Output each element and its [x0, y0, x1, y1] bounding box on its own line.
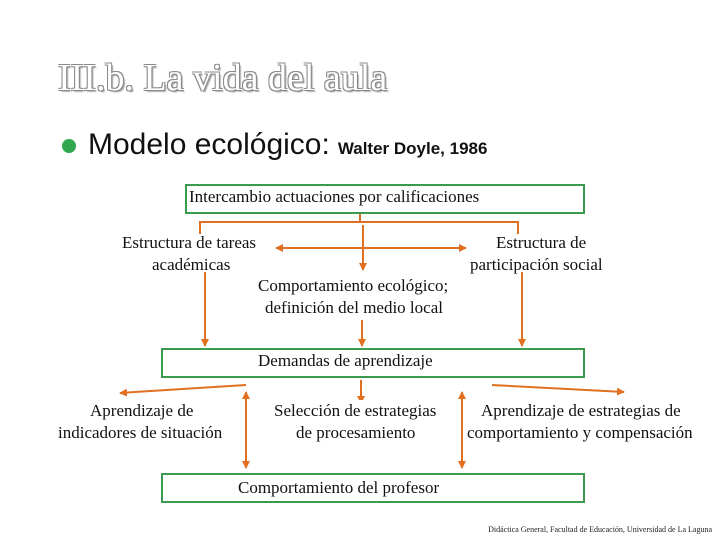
bottom-right-line2: comportamiento y compensación	[467, 423, 693, 442]
bottom-right-line1: Aprendizaje de estrategias de	[481, 401, 681, 420]
bottom-box-label: Comportamiento del profesor	[238, 478, 440, 497]
to-bottom-right-arrow	[492, 385, 624, 392]
bullet-main-text: Modelo ecológico:	[88, 128, 330, 161]
bottom-left-line2: indicadores de situación	[58, 423, 223, 442]
left-node-line2: académicas	[152, 255, 231, 274]
center-node-line1: Comportamiento ecológico;	[258, 276, 449, 295]
right-node-line2: participación social	[470, 255, 603, 274]
slide-title: III.b. La vida del aula	[58, 57, 388, 99]
bottom-left-line1: Aprendizaje de	[90, 401, 194, 420]
right-node-line1: Estructura de	[496, 233, 587, 252]
footer-credit: Didáctica General, Facultad de Educación, Universidad de La Laguna	[488, 525, 712, 534]
to-bottom-left-arrow	[120, 385, 246, 393]
middle-box-label: Demandas de aprendizaje	[258, 351, 433, 370]
top-box-label: Intercambio actuaciones por calificaciones	[189, 187, 480, 206]
bottom-center-line1: Selección de estrategias	[274, 401, 437, 420]
left-node-line1: Estructura de tareas	[122, 233, 257, 252]
bottom-center-line2: de procesamiento	[296, 423, 416, 442]
center-node-line2: definición del medio local	[265, 298, 443, 317]
bullet-sub-text: Walter Doyle, 1986	[337, 139, 488, 158]
